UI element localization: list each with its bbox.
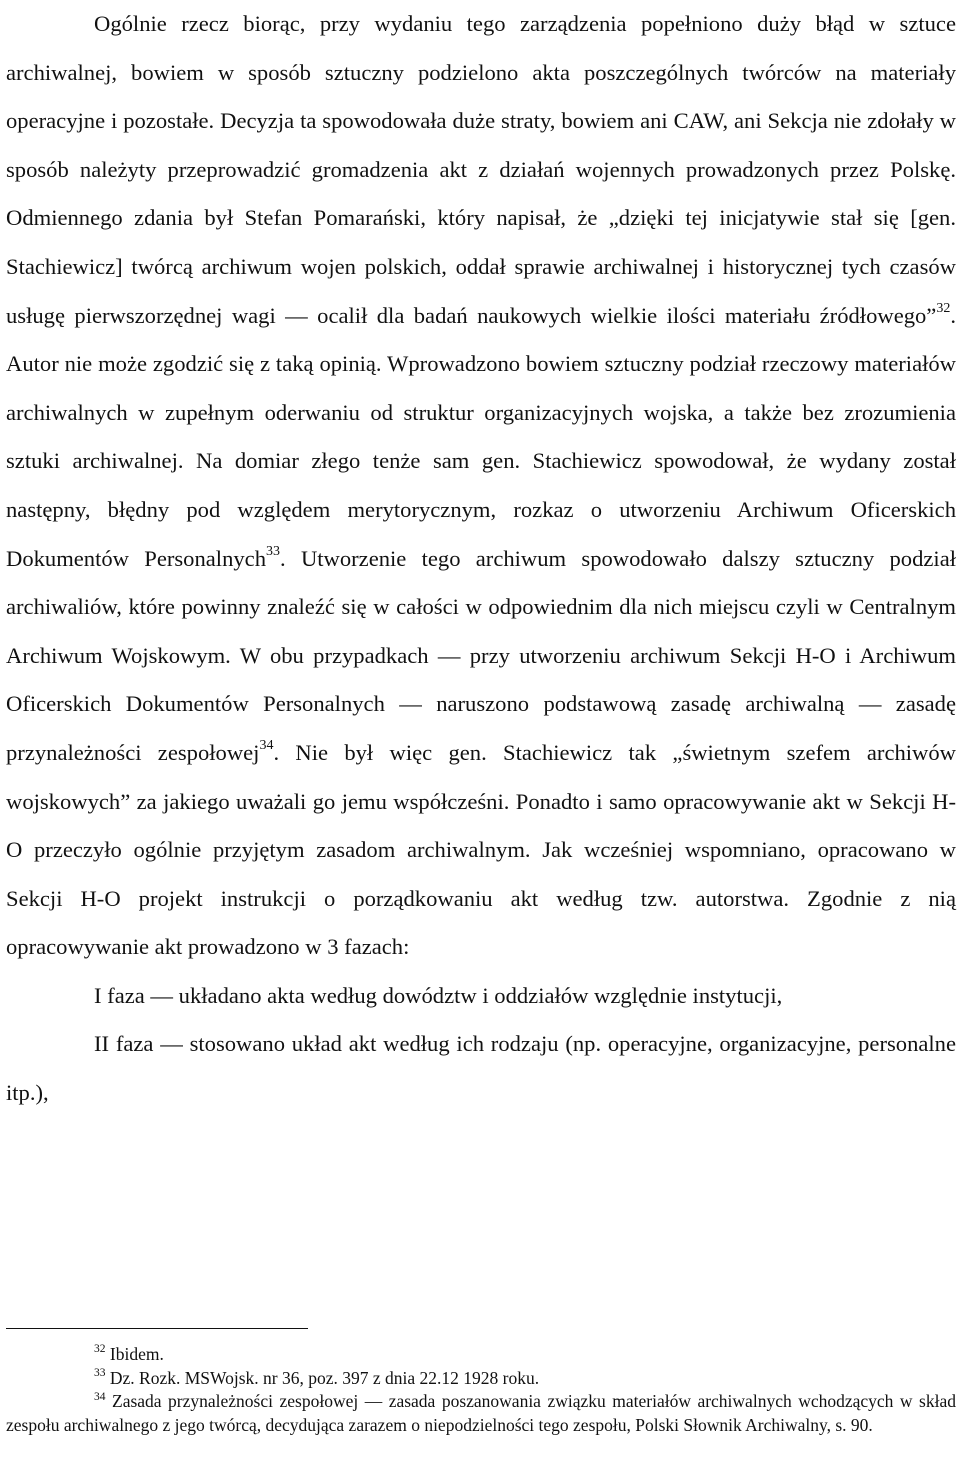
text-run: II faza — stosowano układ akt według ich rodzaju (np. operacyjne, organizacyjne, personalne itp.), bbox=[6, 1031, 956, 1106]
paragraph-main bbox=[6, 0, 956, 972]
footnote-ref-32[interactable]: 32 bbox=[936, 301, 951, 317]
main-text bbox=[6, 0, 956, 1118]
text-run: . Nie był więc gen. Stachiewicz tak „świetnym szefem archiwów wojskowych” za jakiego uważali go jemu współcześni. Ponadto i samo opracowywanie akt w Sekcji H-O przeczyło ogólnie przyjętym zasadom archiwalnym. Jak wcześniej wspomniano, opracowano w Sekcji H-O projekt instrukcji o porządkowaniu akt według tzw. autorstwa. Zgodnie z nią opracowywanie akt prowadzono w 3 fazach: bbox=[6, 739, 956, 960]
paragraph-phase-1 bbox=[6, 972, 956, 1021]
footnote-text: Ibidem. bbox=[109, 1344, 164, 1364]
text-run: Ogólnie rzecz biorąc, przy wydaniu tego zarządzenia popełniono duży błąd w sztuce archiwalnej, bowiem w sposób sztuczny podzielono akta poszczególnych twórców na materiały operacyjne i pozostałe. Decyzja ta spowodowała duże straty, bowiem ani CAW, ani Sekcja nie zdołały w sposób należyty przeprowadzić gromadzenia akt z działań wojennych prowadzonych przez Polskę. Odmiennego zdania był Stefan Pomarański, który napisał, że „dzięki tej inicjatywie stał się [gen. Stachiewicz] twórcą archiwum wojen polskich, oddał sprawie archiwalnej i historycznej tych czasów usługę pierwszorzędnej wagi — ocalił dla badań naukowych wielkie ilości materiału źródłowego” bbox=[6, 11, 956, 328]
footnotes bbox=[6, 1343, 956, 1438]
footnote-number: 32 bbox=[94, 1343, 106, 1356]
text-run: . Autor nie może zgodzić się z taką opinią. Wprowadzono bowiem sztuczny podział rzeczowy materiałów archiwalnych w zupełnym oderwaniu od struktur organizacyjnych wojska, a także bez zrozumienia sztuki archiwalnej. Na domiar złego tenże sam gen. Stachiewicz spowodował, że wydany został następny, błędny pod względem merytorycznym, rozkaz o utworzeniu Archiwum Oficerskich Dokumentów Personalnych bbox=[6, 302, 956, 571]
text-run: I faza — układano akta według dowództw i oddziałów względnie instytucji, bbox=[94, 982, 783, 1008]
document-page bbox=[6, 0, 957, 1436]
paragraph-phase-2 bbox=[6, 1020, 956, 1117]
footnote-34 bbox=[6, 1390, 956, 1437]
footnote-33 bbox=[6, 1367, 956, 1391]
footnote-ref-34[interactable]: 34 bbox=[259, 738, 274, 754]
text-run: . Utworzenie tego archiwum spowodowało dalszy sztuczny podział archiwaliów, które powinny znaleźć się w całości w odpowiednim dla nich miejscu czyli w Centralnym Archiwum Wojskowym. W obu przypadkach — przy utworzeniu archiwum Sekcji H-O i Archiwum Oficerskich Dokumentów Personalnych — naruszono podstawową zasadę archiwalną — zasadę przynależności zespołowej bbox=[6, 545, 957, 765]
footnote-text: Zasada przynależności zespołowej — zasada poszanowania związku materiałów archiwalnych wchodzących w skład zespołu archiwalnego z jego twórcą, decydująca zarazem o niepodzielności tego zespołu, Polski Słownik Archiwalny, s. 90. bbox=[6, 1391, 956, 1436]
footnote-number: 33 bbox=[94, 1366, 106, 1379]
footnote-text: Dz. Rozk. MSWojsk. nr 36, poz. 397 z dnia 22.12 1928 roku. bbox=[109, 1367, 540, 1388]
footnote-ref-33[interactable]: 33 bbox=[266, 544, 281, 559]
footnote-32 bbox=[6, 1343, 956, 1367]
footnote-number: 34 bbox=[94, 1390, 106, 1403]
footnote-separator bbox=[6, 1328, 308, 1329]
